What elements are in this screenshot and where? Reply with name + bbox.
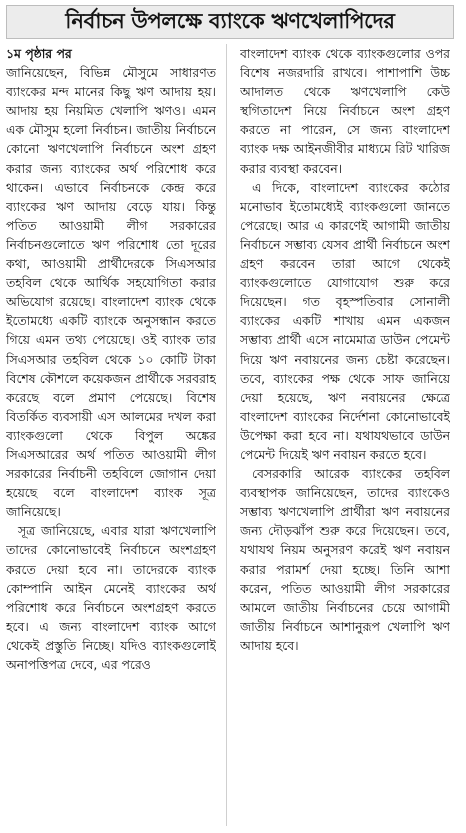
- column-divider: [226, 44, 227, 826]
- article-headline: নির্বাচন উপলক্ষে ব্যাংকে ঋণখেলাপিদের: [65, 8, 395, 33]
- article-paragraph: জানিয়েছেন, বিভিন্ন মৌসুমে সাধারণত ব্যাংকের মন্দ মানের কিছু ঋণ আদায় হয়। আদায় হয় নিয়মিত খেলাপি ঋণও। এমন এক মৌসুম হলো নির্বাচন। জাতীয় নির্বাচনে কোনো ঋণখেলাপি নির্বাচনে অংশ গ্রহণ করার জন্য ব্যাংকের অর্থ পরিশোধ করে থাকেন। এভাবে নির্বাচনকে কেন্দ্র করে ব্যাংকের ঋণ আদায় বেড়ে যায়। কিন্তু পতিত আওয়ামী লীগ সরকারের নির্বাচনগুলোতে ঋণ পরিশোধ তো দূরের কথা, আওয়ামী প্রার্থীদেরকে সিএসআর তহবিল থেকে আর্থিক সহযোগিতা করার অভিযোগ রয়েছে। বাংলাদেশ ব্যাংক থেকে ইতোমধ্যে একটি ব্যাংকে অনুসন্ধান করতে গিয়ে এমন তথ্য পেয়েছে। ওই ব্যাংক তার সিএসআর তহবিল থেকে ১০ কোটি টাকা বিশেষ কৌশলে কয়েকজন প্রার্থীকে সরবরাহ করেছে বলে প্রমাণ পেয়েছে। বিশেষ বিতর্কিত ব্যবসায়ী এস আলমের দখল করা ব্যাংকগুলো থেকে বিপুল অঙ্কের সিএসআরের অর্থ পতিত আওয়ামী লীগ সরকারের নির্বাচনী তহবিলে জোগান দেয়া হয়েছে বলে বাংলাদেশ ব্যাংক সূত্র জানিয়েছে।: [6, 65, 216, 520]
- article-paragraph: বেসরকারি আরেক ব্যাংকের তহবিল ব্যবস্থাপক জানিয়েছেন, তাদের ব্যাংকেও সম্ভাব্য ঋণখেলাপি প্রার্থীরা ঋণ নবায়নের জন্য দৌড়ঝাঁপ শুরু করে দিয়েছেন। তবে, যথাযথ নিয়ম অনুসরণ করেই ঋণ নবায়ন করার পরামর্শ দেয়া হচ্ছে। তিনি আশা করেন, পতিত আওয়ামী লীগ সরকারের আমলে জাতীয় নির্বাচনের চেয়ে আগামী জাতীয় নির্বাচনে আশানুরূপ খেলাপি ঋণ আদায় হবে।: [240, 466, 450, 653]
- headline-bar: [6, 5, 454, 39]
- article-paragraph: সূত্র জানিয়েছে, এবার যারা ঋণখেলাপি তাদের কোনোভাবেই নির্বাচনে অংশগ্রহণ করতে দেয়া হবে না। তাদেরকে ব্যাংক কোম্পানি আইন মেনেই ব্যাংকের অর্থ পরিশোধ করে নির্বাচনে অংশগ্রহণ করতে হবে। এ জন্য বাংলাদেশ ব্যাংক আগে থেকেই প্রস্তুতি নিচ্ছে। যদিও ব্যাংকগুলোই অনাপত্তিপত্র দেবে, এর পরেও: [6, 523, 216, 672]
- article-column-left: [6, 44, 216, 828]
- article-column-right: [240, 44, 450, 828]
- continued-from-label: ১ম পৃষ্ঠার পর: [6, 46, 72, 61]
- article-paragraph: এ দিকে, বাংলাদেশ ব্যাংকের কঠোর মনোভাব ইতোমধ্যেই ব্যাংকগুলো জানতে পেরেছে। আর এ কারণেই আগামী জাতীয় নির্বাচনে সম্ভাব্য যেসব প্রার্থী নির্বাচনে অংশ গ্রহণ করবেন তারা আগে থেকেই ব্যাংকগুলোতে যোগাযোগ শুরু করে দিয়েছেন। গত বৃহস্পতিবার সোনালী ব্যাংকের একটি শাখায় এমন একজন সম্ভাব্য প্রার্থী এসে নামেমাত্র ডাউন পেমেন্ট দিয়ে ঋণ নবায়নের জন্য চেষ্টা করেছেন। তবে, ব্যাংকের পক্ষ থেকে সাফ জানিয়ে দেয়া হয়েছে, ঋণ নবায়নের ক্ষেত্রে বাংলাদেশ ব্যাংকের নির্দেশনা কোনোভাবেই উপেক্ষা করা হবে না। যথাযথভাবে ডাউন পেমেন্ট দিয়েই ঋণ নবায়ন করতে হবে।: [240, 179, 450, 462]
- article-paragraph: বাংলাদেশ ব্যাংক থেকে ব্যাংকগুলোর ওপর বিশেষ নজরদারি রাখবে। পাশাপাশি উচ্চ আদালত থেকে ঋণখেলাপি কেউ স্থগিতাদেশ নিয়ে নির্বাচনে অংশ গ্রহণ করতে না পারেন, সে জন্য বাংলাদেশ ব্যাংক দক্ষ আইনজীবীর মাধ্যমে রিট খারিজ করার ব্যবস্থা করবেন।: [240, 46, 450, 176]
